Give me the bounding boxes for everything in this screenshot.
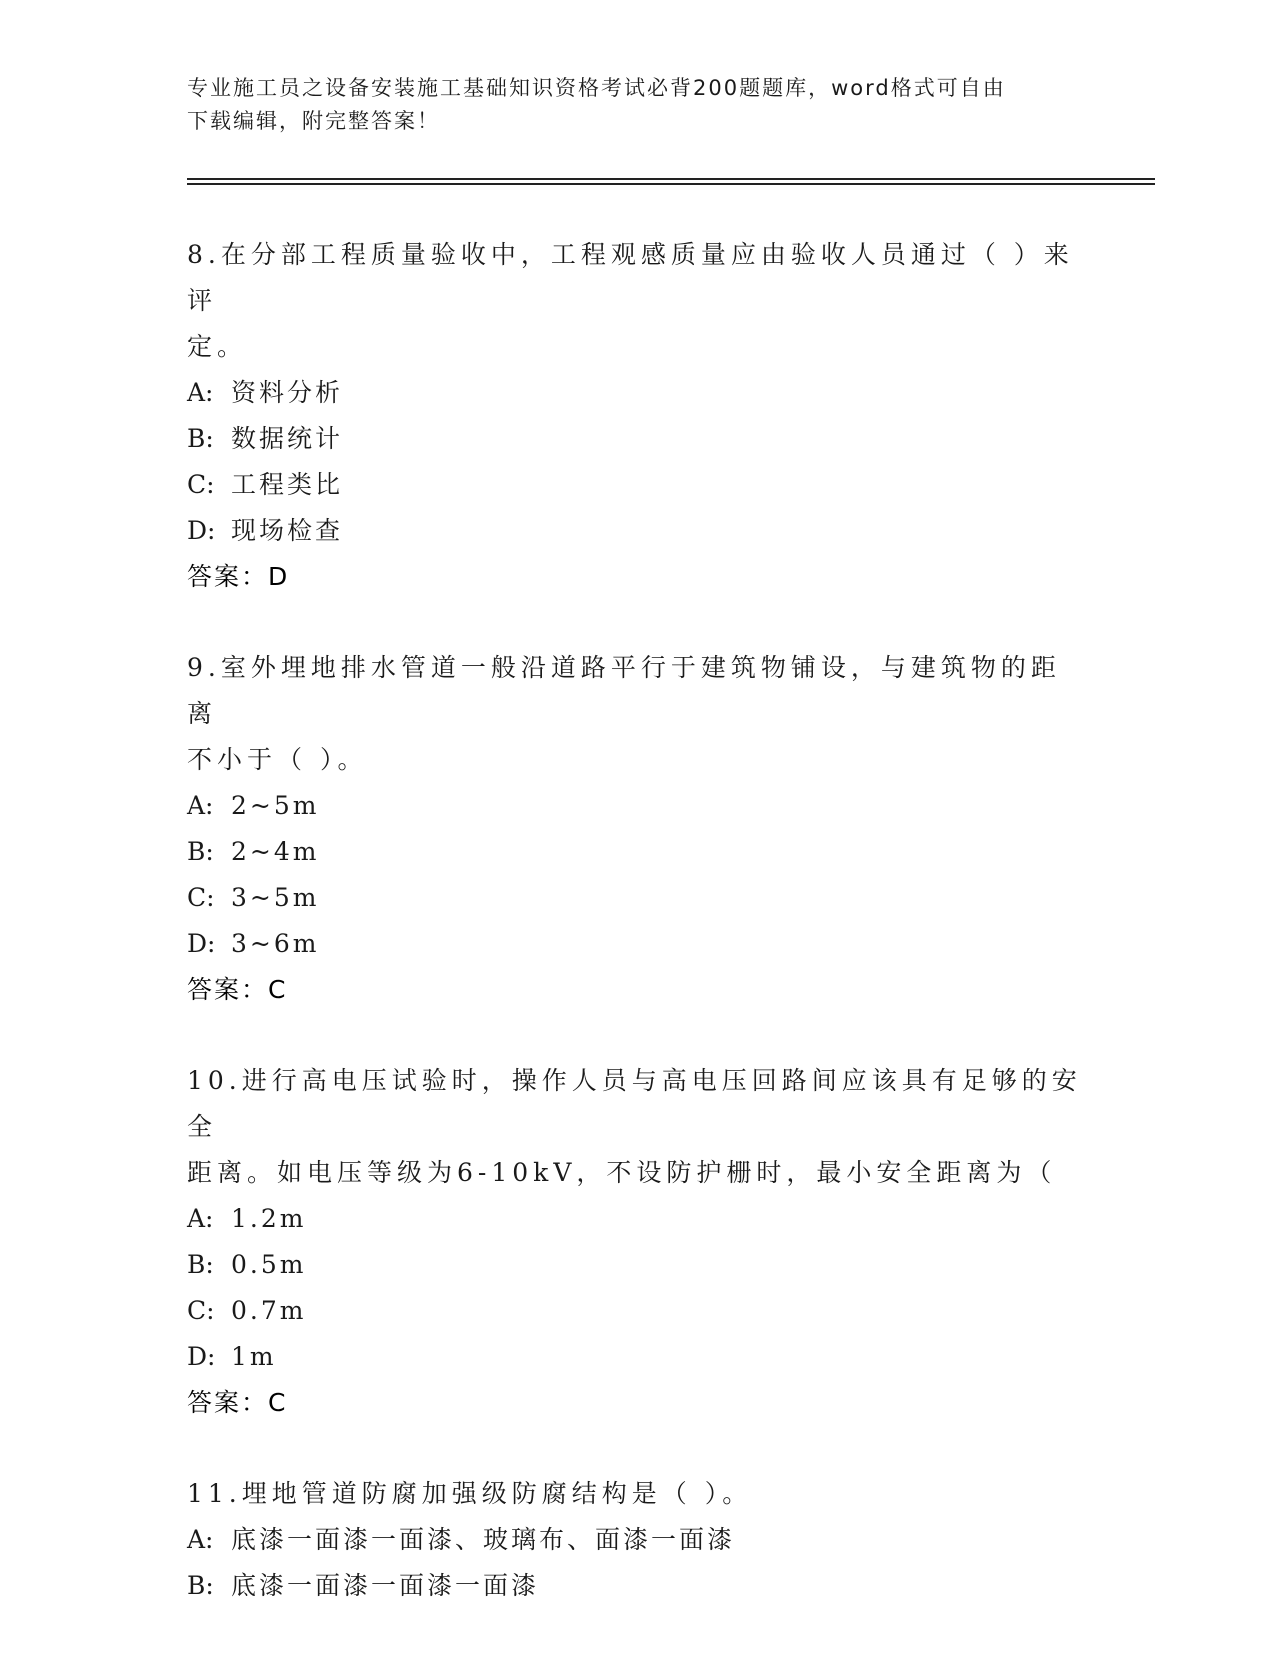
- option-text: 工程类比: [231, 470, 344, 499]
- option-d: [187, 921, 1087, 967]
- document-header: [187, 72, 1067, 138]
- option-letter: C:: [187, 883, 215, 912]
- option-d: [187, 1334, 1087, 1380]
- option-text: 0.7m: [231, 1296, 307, 1325]
- question-11: [187, 1471, 1087, 1609]
- option-b: [187, 829, 1087, 875]
- option-letter: B:: [187, 837, 214, 866]
- option-text: 底漆一面漆一面漆、玻璃布、面漆一面漆: [231, 1525, 736, 1554]
- option-a: [187, 783, 1087, 829]
- option-letter: B:: [187, 1571, 214, 1600]
- question-text: [187, 1471, 1087, 1517]
- option-letter: A:: [187, 378, 214, 407]
- header-line-1: 专业施工员之设备安装施工基础知识资格考试必背200题题库，word格式可自由: [187, 76, 1006, 100]
- question-9: [187, 645, 1087, 1013]
- option-letter: D:: [187, 516, 216, 545]
- option-text: 现场检查: [231, 516, 344, 545]
- question-line: 9.室外埋地排水管道一般沿道路平行于建筑物铺设，与建筑物的距离: [187, 653, 1061, 728]
- question-line: 11.埋地管道防腐加强级防腐结构是（ ）。: [187, 1479, 753, 1508]
- option-a: [187, 370, 1087, 416]
- question-list: [187, 232, 1087, 1654]
- question-text: [187, 1058, 1087, 1196]
- option-b: [187, 1563, 1087, 1609]
- option-d: [187, 508, 1087, 554]
- option-text: 2~4m: [231, 837, 320, 866]
- question-line: 8.在分部工程质量验收中，工程观感质量应由验收人员通过（ ）来评: [187, 240, 1074, 315]
- option-b: [187, 416, 1087, 462]
- question-line: 10.进行高电压试验时，操作人员与高电压回路间应该具有足够的安全: [187, 1066, 1082, 1141]
- option-a: [187, 1196, 1087, 1242]
- option-text: 0.5m: [231, 1250, 307, 1279]
- option-text: 3~6m: [231, 929, 320, 958]
- option-letter: A:: [187, 791, 214, 820]
- question-line: 距离。如电压等级为6-10kV，不设防护栅时，最小安全距离为（: [187, 1158, 1057, 1187]
- option-a: [187, 1517, 1087, 1563]
- answer-line: 答案：C: [187, 975, 288, 1004]
- answer-line: 答案：D: [187, 562, 290, 591]
- option-letter: A:: [187, 1525, 214, 1554]
- option-letter: D:: [187, 929, 216, 958]
- option-text: 1.2m: [231, 1204, 307, 1233]
- option-letter: A:: [187, 1204, 214, 1233]
- question-line: 定。: [187, 332, 248, 361]
- question-8: [187, 232, 1087, 600]
- header-divider-bottom: [187, 183, 1155, 185]
- option-letter: C:: [187, 1296, 215, 1325]
- option-c: [187, 875, 1087, 921]
- option-b: [187, 1242, 1087, 1288]
- option-text: 1m: [231, 1342, 277, 1371]
- option-text: 资料分析: [231, 378, 344, 407]
- option-text: 2~5m: [231, 791, 320, 820]
- option-c: [187, 1288, 1087, 1334]
- option-letter: D:: [187, 1342, 216, 1371]
- option-letter: C:: [187, 470, 215, 499]
- question-text: [187, 232, 1087, 370]
- option-text: 底漆一面漆一面漆一面漆: [231, 1571, 540, 1600]
- question-10: [187, 1058, 1087, 1426]
- question-line: 不小于（ ）。: [187, 745, 368, 774]
- header-line-2: 下载编辑，附完整答案！: [187, 109, 440, 133]
- question-text: [187, 645, 1087, 783]
- option-text: 数据统计: [231, 424, 344, 453]
- option-letter: B:: [187, 424, 214, 453]
- option-letter: B:: [187, 1250, 214, 1279]
- header-divider-top: [187, 178, 1155, 180]
- answer-line: 答案：C: [187, 1388, 288, 1417]
- option-text: 3~5m: [231, 883, 320, 912]
- option-c: [187, 462, 1087, 508]
